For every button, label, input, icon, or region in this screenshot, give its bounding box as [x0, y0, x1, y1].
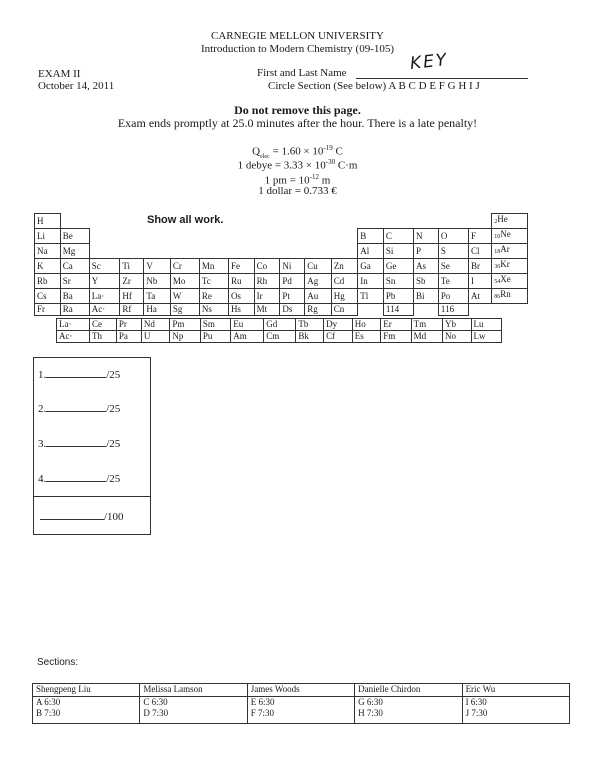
element-cell: Er [381, 319, 411, 331]
element-cell: At [469, 289, 492, 304]
element-cell: $_{36}$Kr [492, 259, 528, 274]
empty-cell [144, 244, 171, 259]
section-times: E 6:30 F 7:30 [247, 697, 354, 724]
element-cell: 116 [438, 304, 468, 316]
element-cell: Y [89, 274, 120, 289]
element-cell: O [438, 229, 468, 244]
element-cell: La· [57, 319, 90, 331]
element-cell: Ba [60, 289, 89, 304]
show-work-label: Show all work. [147, 214, 224, 226]
empty-cell [469, 214, 492, 229]
element-cell: Ce [90, 319, 117, 331]
empty-cell [89, 244, 120, 259]
element-cell: Gd [264, 319, 296, 331]
element-cell: Li [35, 229, 61, 244]
element-cell: Ns [199, 304, 228, 316]
element-cell: Mt [254, 304, 280, 316]
periodic-row [35, 214, 528, 229]
empty-cell [199, 244, 228, 259]
empty-cell [89, 214, 120, 229]
sections-label: Sections: [37, 657, 79, 668]
section-times: I 6:30 J 7:30 [462, 697, 569, 724]
element-cell: Rh [254, 274, 280, 289]
element-cell: Ha [144, 304, 171, 316]
element-cell: N [414, 229, 439, 244]
section-times: G 6:30 H 7:30 [355, 697, 462, 724]
element-cell: Tl [358, 289, 384, 304]
element-cell: Bi [414, 289, 439, 304]
section-times: C 6:30 D 7:30 [140, 697, 247, 724]
name-label: First and Last Name [257, 67, 347, 79]
element-cell: Fm [381, 331, 411, 343]
element-cell: Md [411, 331, 442, 343]
element-cell: La· [89, 289, 120, 304]
empty-cell [199, 214, 228, 229]
element-cell: Si [383, 244, 413, 259]
element-cell: Cu [305, 259, 332, 274]
element-cell: Co [254, 259, 280, 274]
name-handwritten: KEY [409, 50, 450, 74]
constant-pm: 1 pm = $10^{-12}$ m [264, 173, 331, 187]
element-cell: Os [228, 289, 254, 304]
score-line: 1. /25 [38, 369, 121, 381]
empty-cell [305, 229, 332, 244]
element-cell: Sc [89, 259, 120, 274]
empty-cell [358, 214, 384, 229]
element-cell: Yb [442, 319, 471, 331]
periodic-row [35, 259, 528, 274]
empty-cell [254, 214, 280, 229]
element-cell: Rg [305, 304, 332, 316]
score-blank[interactable] [46, 437, 106, 447]
element-cell: Am [231, 331, 264, 343]
empty-cell [438, 214, 468, 229]
score-blank[interactable] [46, 402, 106, 412]
empty-cell [144, 214, 171, 229]
element-cell: F [469, 229, 492, 244]
empty-cell [305, 214, 332, 229]
element-cell: Nd [141, 319, 170, 331]
element-cell: C [383, 229, 413, 244]
element-cell: Pm [170, 319, 200, 331]
element-cell: Cd [331, 274, 358, 289]
empty-cell [414, 214, 439, 229]
element-cell: 114 [383, 304, 413, 316]
element-cell: Ni [280, 259, 305, 274]
element-cell: Se [438, 259, 468, 274]
score-line: 4. /25 [38, 473, 121, 485]
element-cell: Pa [116, 331, 141, 343]
element-cell: Ac· [89, 304, 120, 316]
constant-dollar: 1 dollar = 0.733 € [258, 185, 337, 197]
empty-cell [199, 229, 228, 244]
element-cell: Pd [280, 274, 305, 289]
times-row [33, 697, 570, 724]
empty-cell [492, 304, 528, 316]
element-cell: $_{86}$Rn [492, 289, 528, 304]
instructor-name: James Woods [247, 684, 354, 697]
element-cell: Sg [170, 304, 199, 316]
empty-cell [254, 229, 280, 244]
empty-cell [170, 244, 199, 259]
element-cell: S [438, 244, 468, 259]
element-cell: U [141, 331, 170, 343]
element-cell: Hf [120, 289, 144, 304]
score-blank[interactable] [46, 472, 106, 482]
instructor-name: Shengpeng Liu [33, 684, 140, 697]
element-cell: Pb [383, 289, 413, 304]
element-cell: Ra [60, 304, 89, 316]
empty-cell [60, 214, 89, 229]
element-cell: Na [35, 244, 61, 259]
empty-cell [331, 229, 358, 244]
empty-cell [120, 229, 144, 244]
element-cell: Ta [144, 289, 171, 304]
element-cell: Cl [469, 244, 492, 259]
actinides-row [57, 331, 502, 343]
element-cell: Eu [231, 319, 264, 331]
element-cell: B [358, 229, 384, 244]
periodic-row [35, 289, 528, 304]
periodic-table [34, 213, 528, 316]
element-cell: No [442, 331, 471, 343]
empty-cell [331, 244, 358, 259]
score-line: 2. /25 [38, 403, 121, 415]
exam-date: October 14, 2011 [38, 80, 115, 92]
element-cell: Ru [228, 274, 254, 289]
lanthanides-row [57, 319, 502, 331]
element-cell: $_2$He [492, 214, 528, 229]
score-blank[interactable] [46, 368, 106, 378]
sections-table [32, 683, 570, 724]
empty-cell [414, 304, 439, 316]
element-cell: H [35, 214, 61, 229]
name-field[interactable] [356, 78, 528, 79]
section-times: A 6:30 B 7:30 [33, 697, 140, 724]
course-title: Introduction to Modern Chemistry (09-105) [200, 43, 395, 55]
empty-cell [280, 229, 305, 244]
element-cell: Zr [120, 274, 144, 289]
element-cell: Pr [116, 319, 141, 331]
constant-charge: $Q_{elec} = 1.60 \times 10^{-19}$ C [252, 144, 343, 160]
empty-cell [228, 244, 254, 259]
score-divider [33, 496, 151, 497]
section-circle-line [268, 80, 480, 93]
section-letters[interactable]: A B C D E F G H I J [388, 80, 480, 92]
element-cell: Sr [60, 274, 89, 289]
empty-cell [120, 244, 144, 259]
empty-cell [383, 214, 413, 229]
element-cell: Au [305, 289, 332, 304]
element-cell: $_{10}$Ne [492, 229, 528, 244]
element-cell: Zn [331, 259, 358, 274]
element-cell: Hg [331, 289, 358, 304]
section-label: Circle Section (See below) [268, 80, 387, 92]
element-cell: W [170, 289, 199, 304]
element-cell: Sn [383, 274, 413, 289]
empty-cell [280, 244, 305, 259]
element-cell: Rb [35, 274, 61, 289]
element-cell: Tb [296, 319, 324, 331]
element-cell: Ga [358, 259, 384, 274]
empty-cell [144, 229, 171, 244]
empty-cell [280, 214, 305, 229]
element-cell: Al [358, 244, 384, 259]
element-cell: Pt [280, 289, 305, 304]
element-cell: Te [438, 274, 468, 289]
empty-cell [170, 214, 199, 229]
empty-cell [358, 304, 384, 316]
element-cell: Lu [471, 319, 501, 331]
element-cell: P [414, 244, 439, 259]
total-blank[interactable] [40, 510, 104, 520]
element-cell: $_{54}$Xe [492, 274, 528, 289]
element-cell: Np [170, 331, 200, 343]
element-cell: Th [90, 331, 117, 343]
instructor-name: Danielle Chirdon [355, 684, 462, 697]
score-line: 3. /25 [38, 438, 121, 450]
element-cell: Ca [60, 259, 89, 274]
warning-notice: Do not remove this page. [234, 103, 361, 117]
element-cell: Ir [254, 289, 280, 304]
element-cell: I [469, 274, 492, 289]
element-cell: Ti [120, 259, 144, 274]
element-cell: Cs [35, 289, 61, 304]
periodic-row [35, 229, 528, 244]
f-block-table [56, 318, 502, 343]
element-cell: In [358, 274, 384, 289]
university-title: CARNEGIE MELLON UNIVERSITY [211, 30, 384, 42]
periodic-row [35, 244, 528, 259]
element-cell: Lw [471, 331, 501, 343]
empty-cell [228, 214, 254, 229]
periodic-row [35, 304, 528, 316]
element-cell: Ag [305, 274, 332, 289]
element-cell: Ds [280, 304, 305, 316]
element-cell: Es [352, 331, 381, 343]
element-cell: Ac· [57, 331, 90, 343]
element-cell: Mn [199, 259, 228, 274]
empty-cell [120, 214, 144, 229]
element-cell: As [414, 259, 439, 274]
element-cell: Tm [411, 319, 442, 331]
empty-cell [170, 229, 199, 244]
element-cell: Fr [35, 304, 61, 316]
element-cell: Cf [324, 331, 353, 343]
exam-label: EXAM II [38, 68, 81, 80]
element-cell: Pu [200, 331, 230, 343]
instructor-row [33, 684, 570, 697]
element-cell: Mo [170, 274, 199, 289]
periodic-row [35, 274, 528, 289]
element-cell: Fe [228, 259, 254, 274]
deadline-notice: Exam ends promptly at 25.0 minutes after the hour. There is a late penalty! [117, 116, 478, 130]
element-cell: Cm [264, 331, 296, 343]
element-cell: Rf [120, 304, 144, 316]
empty-cell [228, 229, 254, 244]
element-cell: Dy [324, 319, 353, 331]
element-cell: Hs [228, 304, 254, 316]
element-cell: Ge [383, 259, 413, 274]
element-cell: Tc [199, 274, 228, 289]
element-cell: Re [199, 289, 228, 304]
element-cell: Cr [170, 259, 199, 274]
empty-cell [469, 304, 492, 316]
element-cell: Sm [200, 319, 230, 331]
score-total: /100 [40, 510, 124, 523]
constant-debye: 1 debye = $3.33 \times 10^{-30}$ C·m [237, 158, 358, 172]
empty-cell [89, 229, 120, 244]
instructor-name: Melissa Lamson [140, 684, 247, 697]
instructor-name: Eric Wu [462, 684, 569, 697]
empty-cell [305, 244, 332, 259]
element-cell: Cn [331, 304, 358, 316]
element-cell: K [35, 259, 61, 274]
element-cell: Be [60, 229, 89, 244]
element-cell: Nb [144, 274, 171, 289]
empty-cell [331, 214, 358, 229]
element-cell: Bk [296, 331, 324, 343]
element-cell: Ho [352, 319, 381, 331]
element-cell: Po [438, 289, 468, 304]
empty-cell [254, 244, 280, 259]
element-cell: Sb [414, 274, 439, 289]
element-cell: Br [469, 259, 492, 274]
element-cell: V [144, 259, 171, 274]
element-cell: Mg [60, 244, 89, 259]
element-cell: $_{18}$Ar [492, 244, 528, 259]
